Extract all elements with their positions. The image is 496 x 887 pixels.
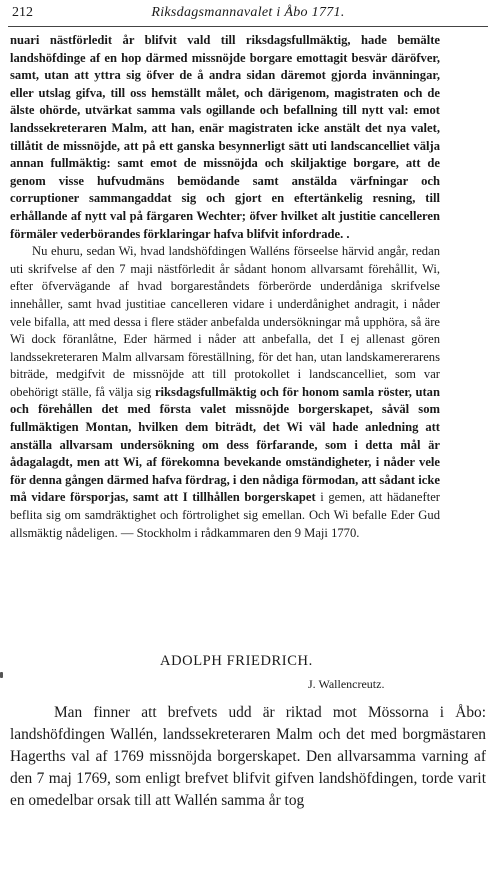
- page-header: [8, 5, 488, 27]
- header-rule: [8, 26, 488, 27]
- commentary-text: [10, 702, 486, 812]
- signature-king: ADOLPH FRIEDRICH.: [160, 653, 313, 669]
- signature-secretary: J. Wallencreutz.: [308, 677, 385, 691]
- commentary-paragraph: Man finner att brefvets udd är riktad mot Mössorna i Åbo: landshöfdingen Wallén, landssekreteraren Malm och det med borgmästaren Hagerths val af 1769 missnöjda borgerskapet. Den allvarsamma varning af den 7 maj 1769, som enligt brefvet blifvit gifven landshöfdingen, torde varit en omedelbar orsak till att Wallén samma år tog: [10, 704, 486, 809]
- margin-mark: [0, 672, 3, 678]
- royal-letter-text: [10, 32, 440, 542]
- letter-paragraph-2: [10, 243, 440, 542]
- letter-paragraph-2-bold: riksdagsfullmäktig och för honom samla röster, utan och förehållen det med första valet missnöjde borgerskapet, såväl som fullmäktigen Montan, hvilken dem biträdt, det Wi väl hade anledning att anställa allvarsam undersökning om dess förfarande, som i detta mål är ådagalagdt, men att Wi, af förekomna bevekande omständigheter, i nåder vele för denna gången därmed hafva fördrag, i den nådiga förmodan, att sådant icke må vidare försporjas, samt att I tillhållen borgerskapet: [10, 384, 440, 505]
- letter-paragraph-1-text: nuari nästförledit år blifvit vald till riksdagsfullmäktig, hade bemälte landshöfdinge af en hop därmed missnöjde borgare emottagit besvär däröfver, samt, utan att yttra sig öfver de å andra sidan däremot gjorda invänningar, eller utslag gifva, till oss hemställt målet, och därigenom, magistraten och de älste ohörde, utvärkat samma vals ogillande och befallning till nytt val: emot landssekreteraren Malm, att han, enär magistraten icke anstält det nya valet, tillåtit de missnöjde, att på ett ganska besynnerligt sätt uti landscancelliet välja annan fullmäktig: samt emot de missnöjda och skiljaktige borgare, att de genom visse hufvudmäns bemödande samt anstälda värfningar och corruptioner sammangaddat sig och gjort en eftertänkelig resning, till erhållande af nytt val på färgaren Wechter; öfver hvilket alt justitie cancelleren förmäler vederbörandes förklaringar hafva blifvit infordrade. .: [10, 33, 440, 241]
- running-title: Riksdagsmannavalet i Åbo 1771.: [151, 5, 345, 20]
- letter-paragraph-2-end: i gemen, att hädanefter beflita sig om samdräktighet och förtrolighet sig emellan. Och Wi befalle Eder Gud allsmäktig nådeligen. — Stockholm i rådkammaren den 9 Maji 1770.: [10, 490, 440, 540]
- page-number: 212: [12, 5, 33, 20]
- letter-paragraph-2-intro: Nu ehuru, sedan Wi, hvad landshöfdingen Walléns förseelse härvid angår, redan uti skrifvelse af den 7 maji nästförledit år sådant honom allvarsamt förehållit, Wi, efter öfvervägande af hvad borgareståndets förberörde underdåniga skrifvelse innehåller, samt hvad justitiae cancelleren vidare i underdånighet andragit, i nåder vele bifalla, att med dessa i flere städer anbefalda undersökningar må upphöra, så äre Wi dock föranlåtne, Eder härmed i nåder att anbefalla, det I ej allenast gören landssekreteraren Malm allvarsam föreställning, för det han, utan landskamererarens biträde, medgifvit de missnöjde att till protokollet i landscancelliet, som var obehörigt ställe, få välja sig: [10, 244, 440, 399]
- letter-paragraph-1: [10, 32, 440, 243]
